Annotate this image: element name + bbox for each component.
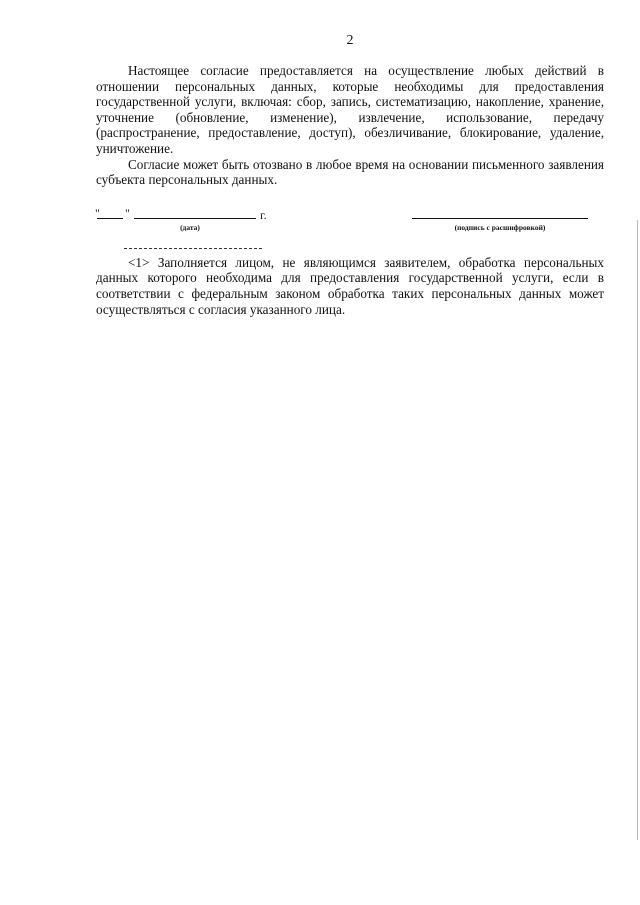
consent-paragraph: Настоящее согласие предоставляется на осуществление любых действий в отношении персональных данных, которые необходимы для предоставления государственной услуги, включая: сбор, запись, систематизацию, накопление, хранение, уточнение (обновление, изменение), извлечение, использование, передачу (распространение, предоставление, доступ), обезличивание, блокирование, удаление, уничтожение. (96, 63, 604, 156)
date-label: (дата) (180, 222, 200, 232)
footnote-separator (124, 248, 262, 249)
quote-close: " (125, 205, 130, 220)
month-field[interactable] (134, 218, 256, 219)
page-number: 2 (346, 33, 354, 48)
day-field[interactable] (97, 218, 123, 219)
footnote: <1> Заполняется лицом, не являющимся заявителем, обработка персональных данных которого необходима для предоставления государственной услуги, если в соответствии с федеральным законом обработка таких персональных данных может осуществляться с согласия указанного лица. (96, 254, 604, 317)
signature-block (96, 206, 604, 240)
quote-open: " (95, 205, 100, 220)
signature-field[interactable] (412, 218, 588, 219)
year-suffix: г. (260, 207, 267, 222)
signature-label: (подпись с расшифровкой) (454, 222, 546, 232)
revocation-paragraph: Согласие может быть отозвано в любое время на основании письменного заявления субъекта персональных данных. (96, 156, 604, 188)
page-content (96, 33, 604, 317)
scan-edge (637, 220, 638, 840)
